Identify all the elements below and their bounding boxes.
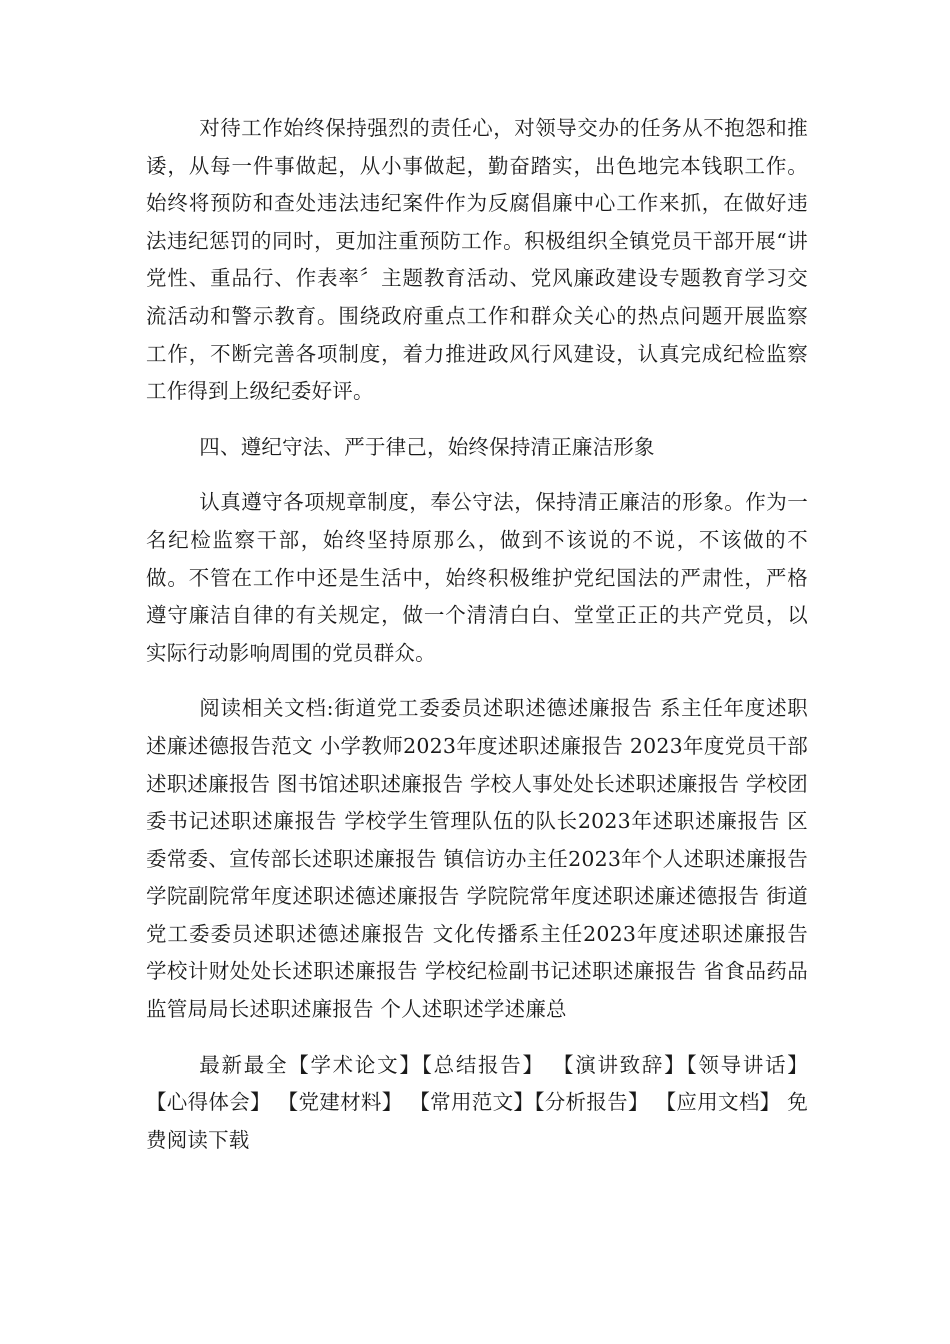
document-page bbox=[146, 110, 808, 1159]
latest-links[interactable]: 最新最全【学术论文】【总结报告】 【演讲致辞】【领导讲话】 【心得体会】 【党建材料】 【常用范文】【分析报告】 【应用文档】 免费阅读下载 bbox=[146, 1052, 808, 1152]
related-documents-list[interactable]: 阅读相关文档:街道党工委委员述职述德述廉报告 系主任年度述职述廉述德报告范文 小学教师2023年度述职述廉报告 2023年度党员干部述职述廉报告 图书馆述职述廉报告 学校人事处处长述职述廉报告 学校团委书记述职述廉报告 学校学生管理队伍的队长2023年述职述廉报告 区委常委、宣传部长述职述廉报告 镇信访办主任2023年个人述职述廉报告 学院副院常年度述职述德述廉报告 学院院常年度述职述廉述德报告 街道党工委委员述职述德述廉报告 文化传播系主任2023年度述职述廉报告 学校计财处处长述职述廉报告 学校纪检副书记述职述廉报告 省食品药品监管局局长述职述廉报告 个人述职述学述廉总 bbox=[146, 696, 808, 1022]
section-heading: 四、遵纪守法、严于律己，始终保持清正廉洁形象 bbox=[199, 434, 655, 459]
body-paragraph-discipline: 认真遵守各项规章制度，奉公守法，保持清正廉洁的形象。作为一名纪检监察干部，始终坚持原那么，做到不该说的不说，不该做的不做。不管在工作中还是生活中，始终积极维护党纪国法的严肃性，严格遵守廉洁自律的有关规定，做一个清清白白、堂堂正正的共产党员，以实际行动影响周围的党员群众。 bbox=[146, 490, 808, 665]
body-paragraph-work-duty: 对待工作始终保持强烈的责任心，对领导交办的任务从不抱怨和推诿，从每一件事做起，从小事做起，勤奋踏实，出色地完本钱职工作。始终将预防和查处违法违纪案件作为反腐倡廉中心工作来抓，在做好违法违纪惩罚的同时，更加注重预防工作。积极组织全镇党员干部开展“讲党性、重品行、作表率〞主题教育活动、党风廉政建设专题教育学习交流活动和警示教育。围绕政府重点工作和群众关心的热点问题开展监察工作，不断完善各项制度，着力推进政风行风建设，认真完成纪检监察工作得到上级纪委好评。 bbox=[146, 116, 808, 404]
